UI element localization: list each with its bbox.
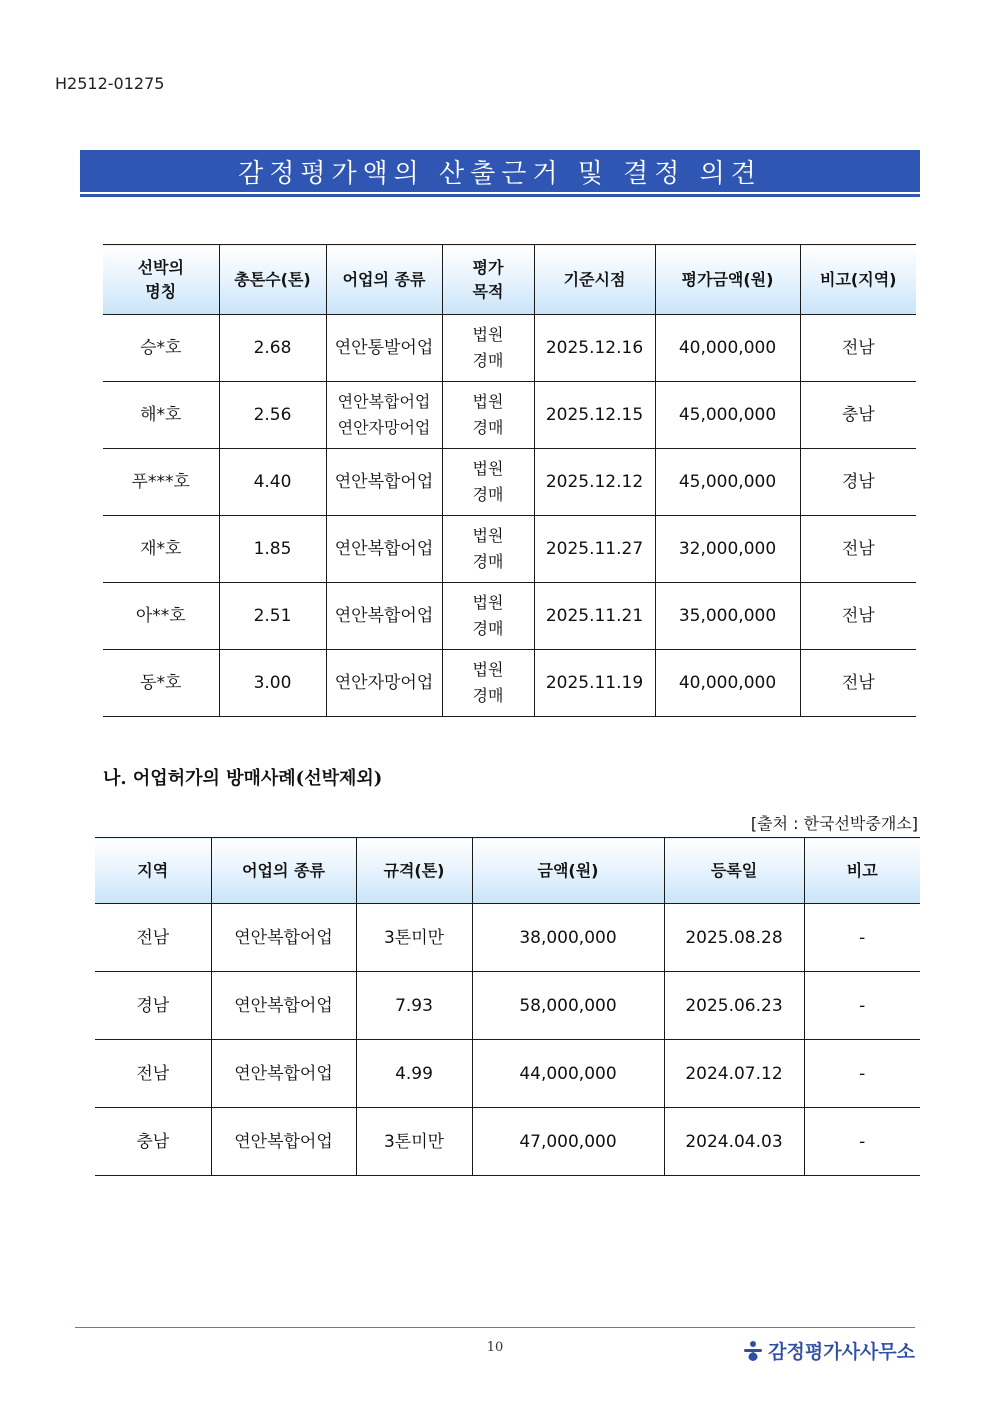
table-cell: - bbox=[804, 1040, 920, 1108]
license-sale-cases-table bbox=[95, 837, 920, 1176]
table-row bbox=[103, 516, 916, 583]
table-cell: 연안복합어업 bbox=[211, 1108, 356, 1176]
table-cell: 7.93 bbox=[356, 972, 472, 1040]
table-cell: 2025.08.28 bbox=[664, 904, 804, 972]
column-header: 기준시점 bbox=[534, 245, 655, 315]
table-cell: 2025.11.21 bbox=[534, 583, 655, 650]
table-cell: 전남 bbox=[800, 315, 916, 382]
column-header: 등록일 bbox=[664, 838, 804, 904]
column-header: 평가금액(원) bbox=[655, 245, 800, 315]
table-cell: 연안복합어업 연안자망어업 bbox=[326, 382, 442, 449]
table-cell: 연안복합어업 bbox=[326, 583, 442, 650]
table-cell: 58,000,000 bbox=[472, 972, 664, 1040]
table-cell: - bbox=[804, 904, 920, 972]
column-header: 금액(원) bbox=[472, 838, 664, 904]
table-cell: 2024.07.12 bbox=[664, 1040, 804, 1108]
column-header: 평가 목적 bbox=[442, 245, 534, 315]
table-row bbox=[95, 1108, 920, 1176]
table-row bbox=[103, 449, 916, 516]
table-cell: 전남 bbox=[95, 1040, 211, 1108]
column-header: 선박의 명칭 bbox=[103, 245, 219, 315]
table-row bbox=[95, 972, 920, 1040]
table-cell: 충남 bbox=[95, 1108, 211, 1176]
office-name: 감정평가사사무소 bbox=[768, 1341, 915, 1363]
table-cell: - bbox=[804, 972, 920, 1040]
table-cell: - bbox=[804, 1108, 920, 1176]
table-cell: 2025.11.19 bbox=[534, 650, 655, 717]
table-cell: 2.51 bbox=[219, 583, 326, 650]
table-cell: 45,000,000 bbox=[655, 449, 800, 516]
column-header: 비고(지역) bbox=[800, 245, 916, 315]
table-row bbox=[95, 1040, 920, 1108]
source-note: [출처 : 한국선박중개소] bbox=[750, 814, 918, 833]
table-cell: 연안복합어업 bbox=[211, 972, 356, 1040]
table-cell: 3.00 bbox=[219, 650, 326, 717]
page-title: 감정평가액의 산출근거 및 결정 의견 bbox=[238, 158, 762, 189]
document-code: H2512-01275 bbox=[55, 74, 165, 93]
table-cell: 2025.12.15 bbox=[534, 382, 655, 449]
table-cell: 2.68 bbox=[219, 315, 326, 382]
table-cell: 38,000,000 bbox=[472, 904, 664, 972]
table-cell: 40,000,000 bbox=[655, 315, 800, 382]
table-cell: 연안복합어업 bbox=[211, 1040, 356, 1108]
table-cell: 전남 bbox=[800, 583, 916, 650]
table-cell: 연안복합어업 bbox=[211, 904, 356, 972]
title-bar bbox=[80, 150, 920, 192]
vessel-appraisal-table bbox=[103, 244, 916, 717]
table-cell: 40,000,000 bbox=[655, 650, 800, 717]
table-cell: 법원 경매 bbox=[442, 382, 534, 449]
column-header: 어업의 종류 bbox=[326, 245, 442, 315]
table-cell: 4.40 bbox=[219, 449, 326, 516]
table-cell: 법원 경매 bbox=[442, 583, 534, 650]
table-cell: 승*호 bbox=[103, 315, 219, 382]
table-cell: 2025.12.12 bbox=[534, 449, 655, 516]
table-cell: 35,000,000 bbox=[655, 583, 800, 650]
table-cell: 2.56 bbox=[219, 382, 326, 449]
table-cell: 2025.11.27 bbox=[534, 516, 655, 583]
column-header: 어업의 종류 bbox=[211, 838, 356, 904]
table-cell: 전남 bbox=[800, 650, 916, 717]
table-cell: 2024.04.03 bbox=[664, 1108, 804, 1176]
table-cell: 2025.06.23 bbox=[664, 972, 804, 1040]
table-cell: 47,000,000 bbox=[472, 1108, 664, 1176]
table-cell: 전남 bbox=[95, 904, 211, 972]
table-row bbox=[103, 583, 916, 650]
table-cell: 동*호 bbox=[103, 650, 219, 717]
title-underline bbox=[80, 194, 920, 197]
footer-divider bbox=[75, 1327, 915, 1328]
table-cell: 경남 bbox=[95, 972, 211, 1040]
table-cell: 해*호 bbox=[103, 382, 219, 449]
office-brand bbox=[742, 1337, 915, 1364]
table-cell: 연안자망어업 bbox=[326, 650, 442, 717]
column-header: 지역 bbox=[95, 838, 211, 904]
office-logo-icon bbox=[742, 1340, 764, 1362]
table-header-row bbox=[103, 245, 916, 315]
table-row bbox=[103, 382, 916, 449]
table-cell: 아**호 bbox=[103, 583, 219, 650]
table-cell: 45,000,000 bbox=[655, 382, 800, 449]
table-cell: 재*호 bbox=[103, 516, 219, 583]
table-cell: 44,000,000 bbox=[472, 1040, 664, 1108]
table-row bbox=[103, 650, 916, 717]
table-cell: 연안복합어업 bbox=[326, 449, 442, 516]
table-cell: 4.99 bbox=[356, 1040, 472, 1108]
column-header: 비고 bbox=[804, 838, 920, 904]
table-cell: 법원 경매 bbox=[442, 449, 534, 516]
table-cell: 법원 경매 bbox=[442, 315, 534, 382]
table-row bbox=[103, 315, 916, 382]
table-row bbox=[95, 904, 920, 972]
section-heading: 나. 어업허가의 방매사례(선박제외) bbox=[103, 768, 383, 789]
table-cell: 32,000,000 bbox=[655, 516, 800, 583]
table-cell: 연안통발어업 bbox=[326, 315, 442, 382]
table-cell: 전남 bbox=[800, 516, 916, 583]
table-cell: 법원 경매 bbox=[442, 650, 534, 717]
table-cell: 1.85 bbox=[219, 516, 326, 583]
table-cell: 법원 경매 bbox=[442, 516, 534, 583]
table-cell: 3톤미만 bbox=[356, 1108, 472, 1176]
table-cell: 푸***호 bbox=[103, 449, 219, 516]
column-header: 총톤수(톤) bbox=[219, 245, 326, 315]
page-number: 10 bbox=[486, 1340, 504, 1355]
table-header-row bbox=[95, 838, 920, 904]
column-header: 규격(톤) bbox=[356, 838, 472, 904]
table-cell: 2025.12.16 bbox=[534, 315, 655, 382]
table-cell: 3톤미만 bbox=[356, 904, 472, 972]
table-cell: 충남 bbox=[800, 382, 916, 449]
table-cell: 경남 bbox=[800, 449, 916, 516]
table-cell: 연안복합어업 bbox=[326, 516, 442, 583]
